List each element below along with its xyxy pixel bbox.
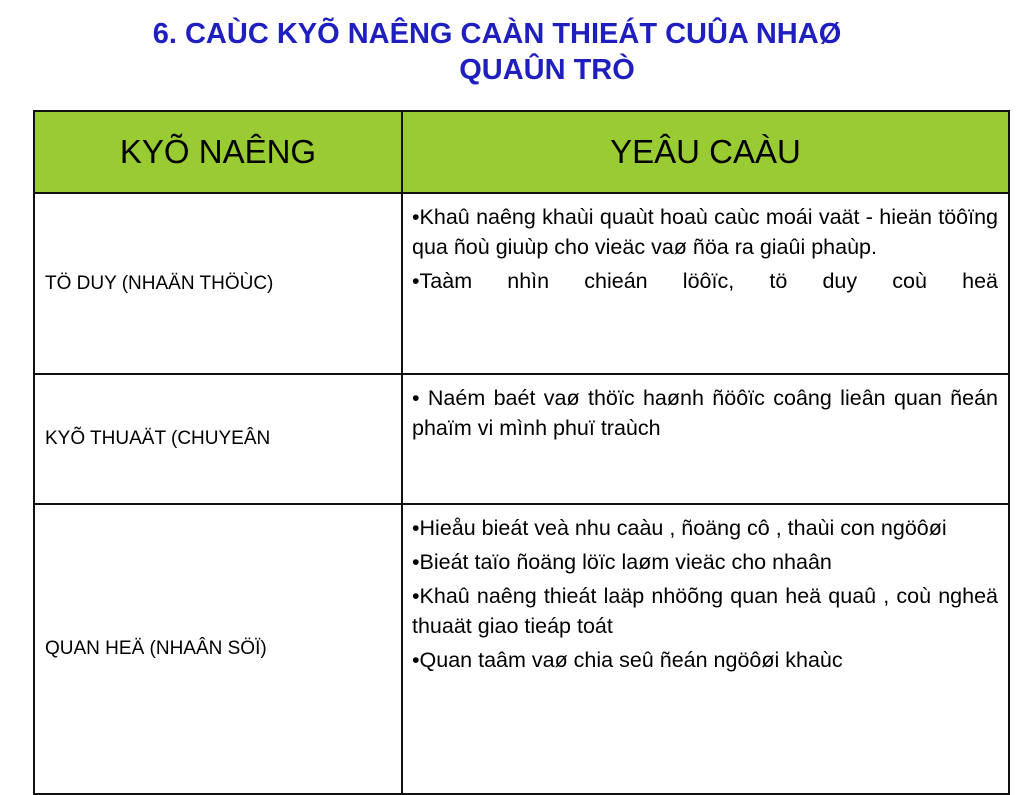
requirement-cell <box>402 374 1009 504</box>
skill-cell: QUAN HEÄ (NHAÂN SÖÏ) <box>34 504 402 794</box>
skills-table <box>33 110 1010 795</box>
requirement-item: •Bieát taïo ñoäng löïc laøm vieäc cho nhaân <box>412 550 832 574</box>
slide-title <box>0 16 1024 88</box>
table-row <box>34 374 1009 504</box>
requirement-cell <box>402 193 1009 374</box>
requirement-item: •Khaû naêng thieát laäp nhöõng quan heä quaû , coù ngheä thuaät giao tieáp toát <box>412 584 998 638</box>
requirement-item: •Hieåu bieát veà nhu caàu , ñoäng cô , thaùi con ngöôøi <box>412 516 947 540</box>
header-requirement: YEÂU CAÀU <box>402 111 1009 193</box>
requirement-item: •Khaû naêng khaùi quaùt hoaù caùc moái vaät - hieän töôïng qua ñoù giuùp cho vieäc vaø ñöa ra giaûi phaùp. <box>412 205 998 259</box>
skill-cell: KYÕ THUAÄT (CHUYEÂN <box>34 374 402 504</box>
requirement-cell <box>402 504 1009 794</box>
requirement-item: • Naém baét vaø thöïc haønh ñöôïc coâng lieân quan ñeán phaïm vi mình phuï traùch <box>412 386 998 440</box>
skill-cell: TÖ DUY (NHAÄN THÖÙC) <box>34 193 402 374</box>
requirement-item: •Taàm nhìn chieán löôïc, tö duy coù heä <box>412 269 998 293</box>
table-row <box>34 193 1009 374</box>
requirement-item: •Quan taâm vaø chia seû ñeán ngöôøi khaùc <box>412 648 843 672</box>
slide-title-line2: QUAÛN TRÒ <box>459 54 635 86</box>
table-header-row <box>34 111 1009 193</box>
header-skill: KYÕ NAÊNG <box>34 111 402 193</box>
slide-title-line1: 6. CAÙC KYÕ NAÊNG CAÀN THIEÁT CUÛA NHAØ <box>152 18 842 50</box>
table-row <box>34 504 1009 794</box>
